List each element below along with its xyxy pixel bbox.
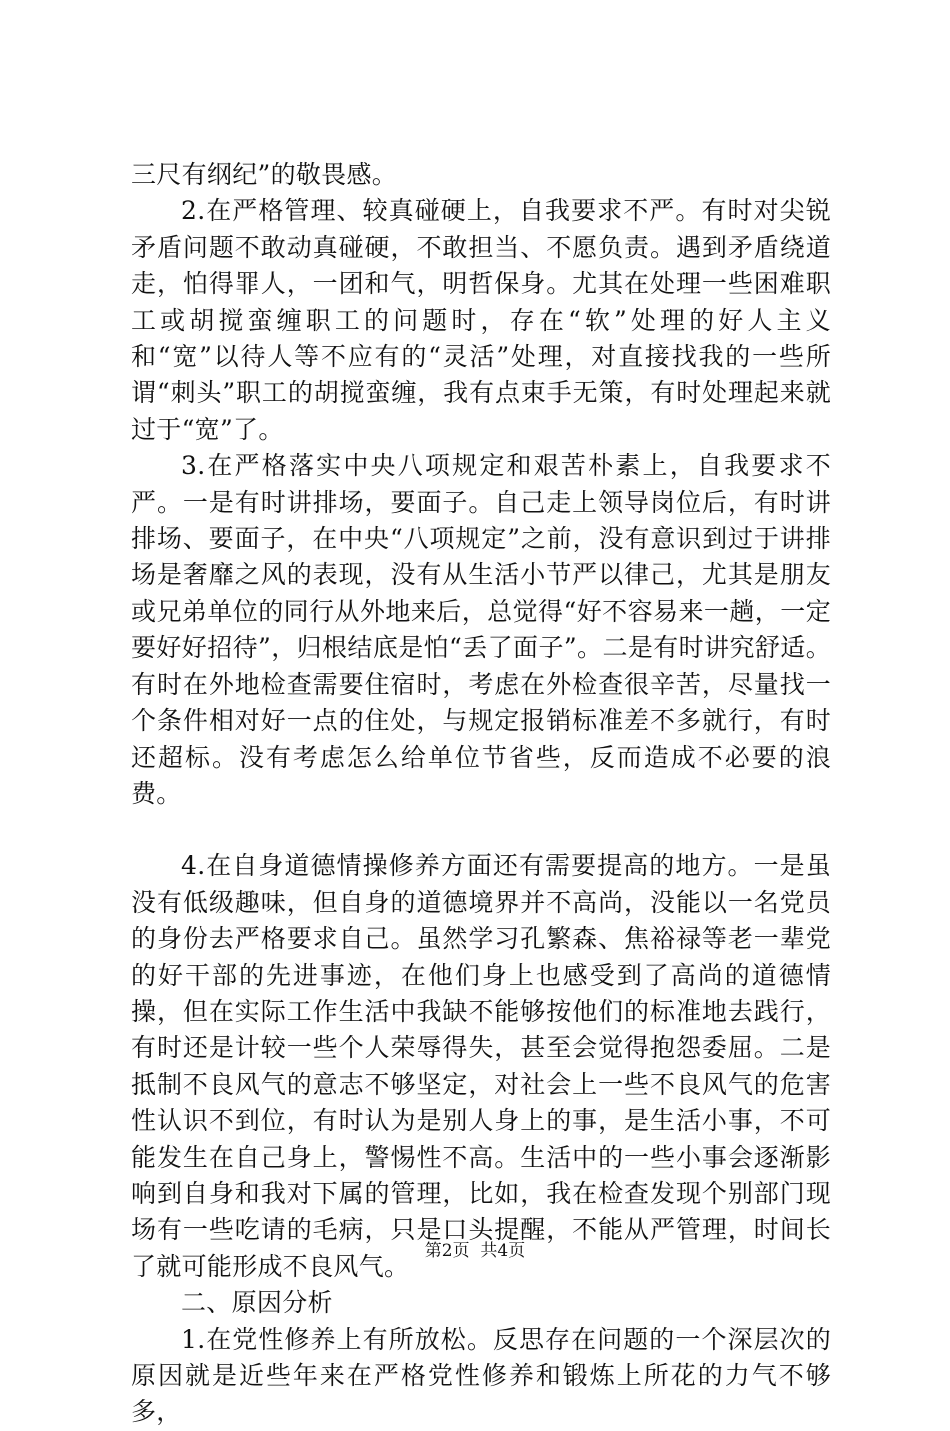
page-footer [0, 1236, 950, 1261]
paragraph-item-3: 3.在严格落实中央八项规定和艰苦朴素上，自我要求不严。一是有时讲排场，要面子。自己走上领导岗位后，有时讲排场、要面子，在中央“八项规定”之前，没有意识到过于讲排场是奢靡之风的表现，没有从生活小节严以律己，尤其是朋友或兄弟单位的同行从外地来后，总觉得“好不容易来一趟，一定要好好招待”，归根结底是怕“丢了面子”。二是有时讲究舒适。有时在外地检查需要住宿时，考虑在外检查很辛苦，尽量找一个条件相对好一点的住处，与规定报销标准差不多就行，有时还超标。没有考虑怎么给单位节省些，反而造成不必要的浪费。 [131, 451, 831, 808]
page-total: 共4页 [480, 1241, 526, 1261]
section-heading: 二、原因分析 [181, 1288, 333, 1318]
paragraph-continuation: 三尺有纲纪”的敬畏感。 [131, 160, 398, 189]
paragraph-cause-1: 1.在党性修养上有所放松。反思存在问题的一个深层次的原因就是近些年来在严格党性修养和锻炼上所花的力气不够多， [131, 1324, 831, 1427]
page-number: 第2页 [424, 1241, 470, 1261]
paragraph-item-2: 2.在严格管理、较真碰硬上，自我要求不严。有时对尖锐矛盾问题不敢动真碰硬，不敢担当、不愿负责。遇到矛盾绕道走，怕得罪人，一团和气，明哲保身。尤其在处理一些困难职工或胡搅蛮缠职工的问题时，存在“软”处理的好人主义和“宽”以待人等不应有的“灵活”处理，对直接找我的一些所谓“刺头”职工的胡搅蛮缠，我有点束手无策，有时处理起来就过于“宽”了。 [131, 196, 831, 444]
paragraph-item-4: 4.在自身道德情操修养方面还有需要提高的地方。一是虽没有低级趣味，但自身的道德境界并不高尚，没能以一名党员的身份去严格要求自己。虽然学习孔繁森、焦裕禄等老一辈党的好干部的先进事迹，在他们身上也感受到了高尚的道德情操，但在实际工作生活中我缺不能够按他们的标准地去践行，有时还是计较一些个人荣辱得失，甚至会觉得抱怨委屈。二是抵制不良风气的意志不够坚定，对社会上一些不良风气的危害性认识不到位，有时认为是别人身上的事，是生活小事，不可能发生在自己身上，警惕性不高。生活中的一些小事会逐渐影响到自身和我对下属的管理，比如，我在检查发现个别部门现场有一些吃请的毛病，只是口头提醒，不能从严管理，时间长了就可能形成不良风气。 [131, 851, 831, 1281]
